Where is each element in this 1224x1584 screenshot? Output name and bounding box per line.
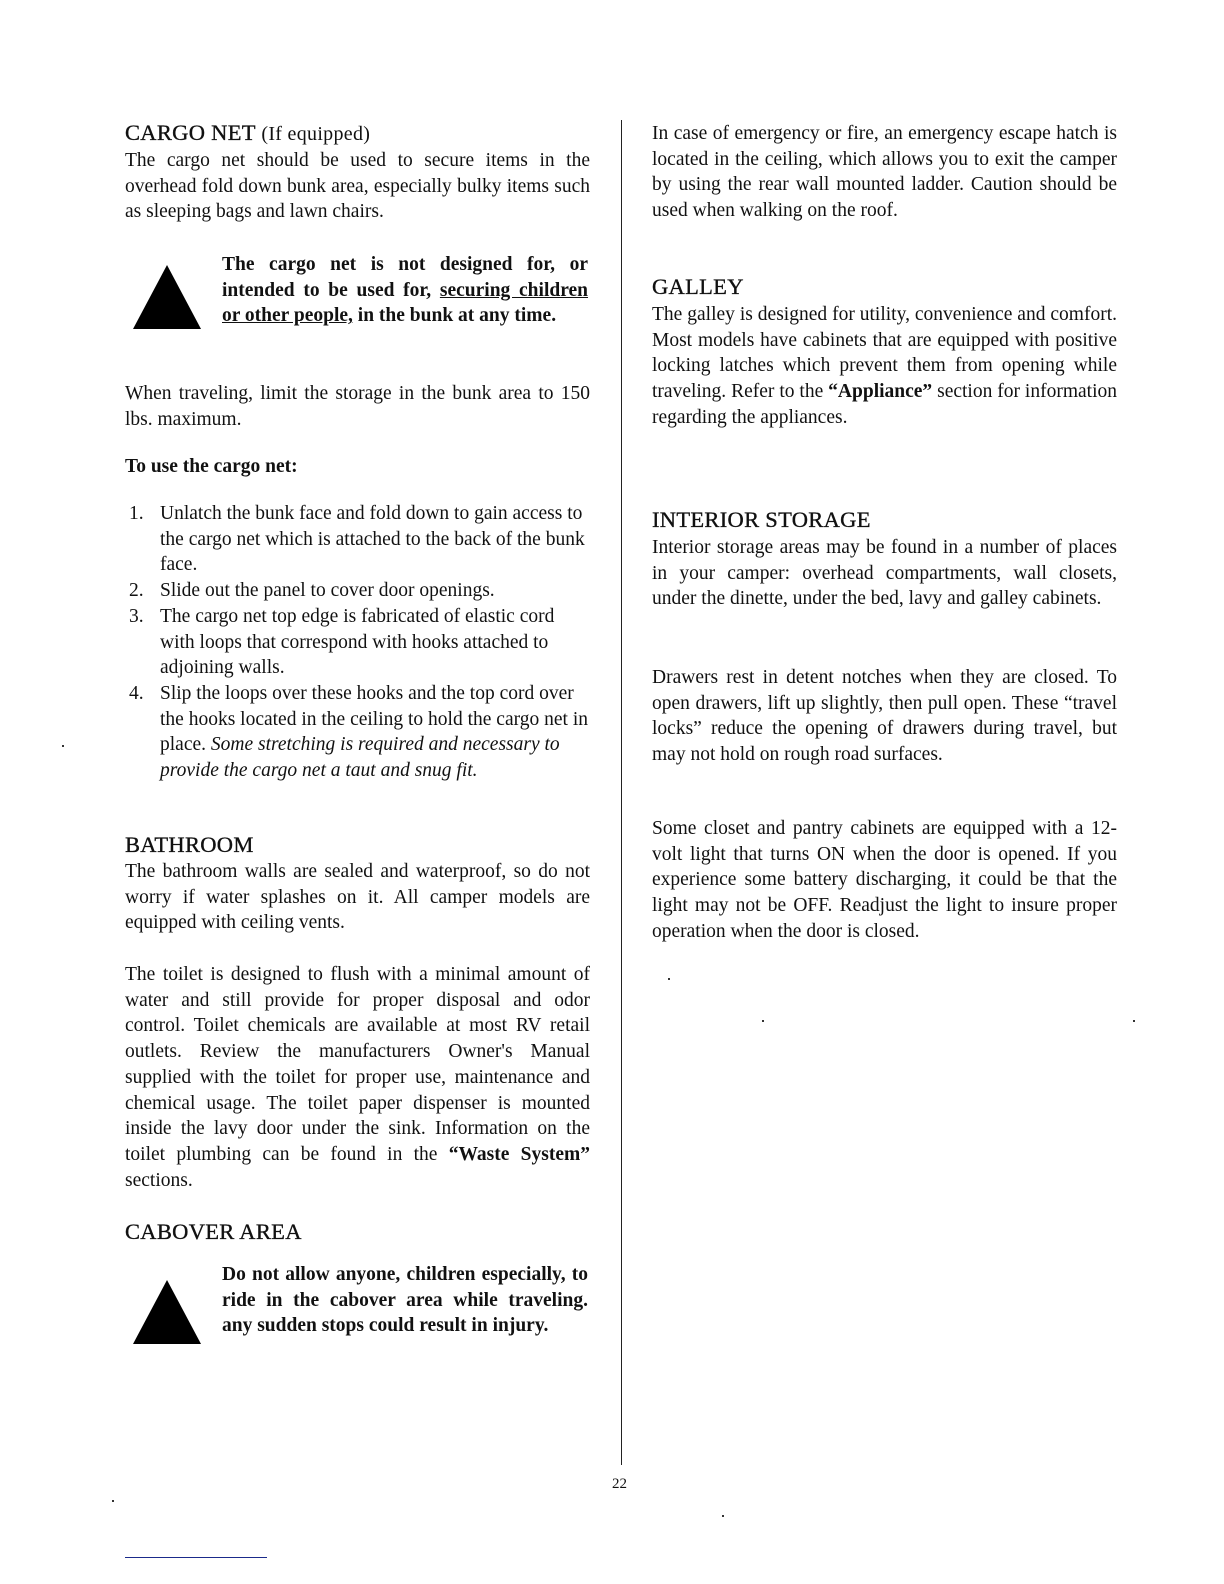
bunk-limit-para: When traveling, limit the storage in the bunk area to 150 lbs. maximum. [125,383,590,430]
step-text: Unlatch the bunk face and fold down to gain access to the cargo net which is attached to the back of the bunk face. [160,503,585,576]
storage-para: Interior storage areas may be found in a number of places in your camper: overhead compartments, wall closets, under the dinette, under the bed, lavy and galley cabinets. [652,537,1117,610]
cargo-net-warning [222,252,588,329]
scan-speck [62,745,64,747]
drawers-para: Drawers rest in detent notches when they are closed. To open drawers, lift up slightly, then pull open. These “travel locks” reduce the opening of drawers during travel, but may not hold on rough road surfaces. [652,667,1117,766]
heading-sub: (If equipped) [261,123,371,145]
waste-system-ref: “Waste System” [448,1143,590,1165]
heading-text: CARGO NET [125,120,256,145]
galley-para [652,302,1117,431]
warning-triangle-icon [133,265,201,329]
toilet-text: The toilet is designed to flush with a minimal amount of water and still provide for proper disposal and odor control. Toilet chemicals are available at most RV retail outlets. Review the manufacturers Owner's Manual supplied with the toilet for proper use, maintenance and chemical usage. The toilet paper dispenser is mounted inside the lavy door under the sink. Information on the toilet plumbing can be found in the [125,964,590,1165]
cargo-net-heading [125,120,370,147]
galley-text-end: section for information regarding the appliances. [652,381,1117,428]
toilet-para [125,962,590,1193]
warning-text-end: in the bunk at any time. [357,305,557,327]
warning-text: The cargo net is not designed for, or intended to be used for, [222,254,588,301]
use-cargo-net-title: To use the cargo net: [125,456,298,477]
column-divider [621,120,622,1465]
bathroom-para: The bathroom walls are sealed and waterproof, so do not worry if water splashes on it. All camper models are equipped with ceiling vents. [125,861,590,934]
step-note: Some stretching is required and necessary to provide the cargo net a taut and snug fit. [160,734,560,782]
page-number: 22 [612,1476,627,1492]
step-number: 2. [129,580,144,602]
toilet-text-end: sections. [125,1169,193,1191]
scan-speck [722,1515,724,1517]
step-text: Slide out the panel to cover door openings. [160,580,495,602]
galley-text: The galley is designed for utility, convenience and comfort. Most models have cabinets that are equipped with positive locking latches which prevent them from opening while traveling. Refer to the [652,304,1117,403]
scan-speck [112,1500,114,1502]
step-number: 1. [129,503,144,524]
warning-triangle-icon [133,1280,201,1344]
cargo-net-intro: The cargo net should be used to secure items in the overhead fold down bunk area, especially bulky items such as sleeping bags and lawn chairs. [125,150,590,223]
step-number: 3. [129,605,144,627]
step-item [125,604,590,681]
galley-heading: GALLEY [652,274,744,299]
warning-underlined: securing children or other people, [222,279,589,327]
scan-speck [1133,1020,1135,1022]
cabover-heading: CABOVER AREA [125,1219,302,1244]
bathroom-heading: BATHROOM [125,832,254,857]
appliance-ref: “Appliance” [828,381,933,403]
step-text: The cargo net top edge is fabricated of elastic cord with loops that correspond with hooks attached to adjoining walls. [160,605,555,679]
cabover-warning: Do not allow anyone, children especially, to ride in the cabover area while traveling. any sudden stops could result in injury. [222,1264,588,1337]
interior-storage-heading: INTERIOR STORAGE [652,507,871,532]
step-item [125,501,590,578]
step-item [125,578,590,604]
scan-speck [668,978,670,980]
closet-light-para: Some closet and pantry cabinets are equipped with a 12-volt light that turns ON when the door is opened. If you experience some battery discharging, it could be that the light may not be OFF. Readjust the light to insure proper operation when the door is closed. [652,818,1117,942]
scan-line [125,1557,267,1558]
step-item [125,681,590,784]
step-number: 4. [129,682,144,704]
step-text: Slip the loops over these hooks and the top cord over the hooks located in the ceiling to hold the cargo net in place. [160,682,588,756]
cargo-net-steps [125,501,590,784]
scan-speck [762,1020,764,1022]
emergency-para: In case of emergency or fire, an emergency escape hatch is located in the ceiling, which allows you to exit the camper by using the rear wall mounted ladder. Caution should be used when walking on the roof. [652,123,1117,222]
